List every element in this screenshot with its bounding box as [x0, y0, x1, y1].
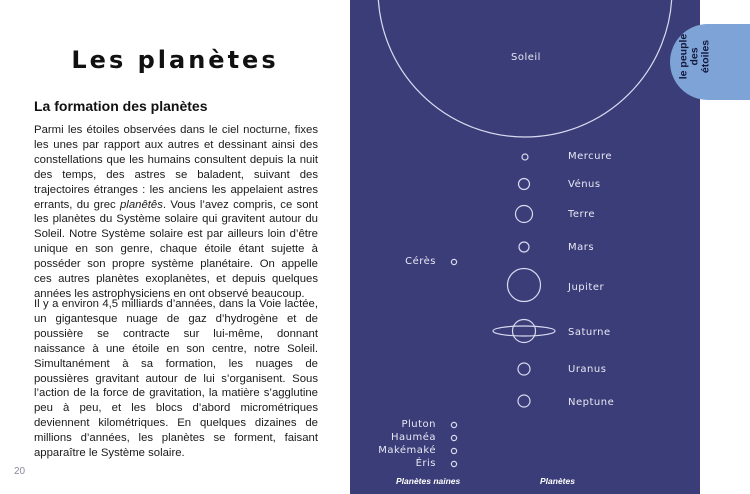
planet-label-neptune: Neptune: [568, 397, 615, 408]
mars-circle: [519, 242, 529, 252]
dwarf-label-makemake: Makémaké: [378, 445, 436, 456]
planet-label-uranus: Uranus: [568, 364, 607, 375]
uranus-circle: [518, 363, 530, 375]
pluton-circle: [451, 422, 456, 427]
section-subtitle: La formation des planètes: [34, 98, 208, 114]
planet-label-mercure: Mercure: [568, 151, 613, 162]
haumea-circle: [451, 435, 456, 440]
paragraph-1-part-1: Parmi les étoiles observées dans le ciel nocturne, fixes les unes par rapport aux autres et dessinant ainsi des constellations que les humains consultent depuis la nuit des temps, des astres se baladent, suivant des trajectoires étranges : les anciens les appelaient astres errants, du grec: [34, 124, 318, 211]
paragraph-2: Il y a environ 4,5 milliards d’années, dans la Voie lactée, un gigantesque nuage de gaz d’hydrogène et de poussière se contracte sur lui-même, donnant naissance à une étoile en son centre, notre Soleil. Simultanément à sa formation, les nuages de poussières gravitant autour de lui s’organisent. Sous l’action de la force de gravitation, la matière s’agglutine peu à peu, et les blocs d’abord micrométriques deviennent kilométriques. En quelques dizaines de millions d’années, les planètes se forment, faisant apparaître le Système solaire.: [34, 298, 318, 460]
chapter-tab-label: [679, 32, 712, 82]
footer-dwarf-planets: Planètes naines: [396, 476, 461, 486]
page-number: 20: [14, 466, 26, 477]
left-page: [0, 0, 350, 494]
dwarf-label-eris: Éris: [415, 458, 436, 469]
paragraph-1-emphasis: planêtês: [120, 198, 163, 211]
sun-circle: [378, 0, 672, 137]
planet-label-venus: Vénus: [568, 179, 601, 190]
mercure-circle: [522, 154, 528, 160]
eris-circle: [451, 461, 456, 466]
paragraph-1: [34, 123, 318, 302]
sun-label: Soleil: [511, 52, 541, 63]
page-title: Les planètes: [71, 46, 279, 74]
saturne-shape: [493, 320, 555, 343]
ceres-circle: [451, 259, 456, 264]
chapter-tab-line-1: le peuple: [677, 33, 690, 80]
planet-label-jupiter: Jupiter: [568, 282, 605, 293]
planet-label-saturne: Saturne: [568, 327, 611, 338]
dwarf-label-pluton: Pluton: [401, 419, 436, 430]
right-page: [350, 0, 712, 494]
planet-label-mars: Mars: [568, 242, 595, 253]
paragraph-1-part-2: . Vous l’avez compris, ce sont les planètes du Système solaire qui gravitent autour du Soleil. Notre Système solaire est par ailleurs loin d’être unique en son genre, chaque étoile étant sujette à posséder son propre système planétaire. On appelle ces autres planètes exoplanètes, et depuis quelques années les astrophysiciens en ont observé beaucoup.: [34, 198, 318, 300]
jupiter-circle: [508, 269, 541, 302]
terre-circle: [516, 206, 533, 223]
footer-planets: Planètes: [540, 476, 575, 486]
chapter-tab-line-2: des étoiles: [688, 39, 712, 74]
venus-circle: [519, 179, 530, 190]
dwarf-label-ceres: Cérès: [405, 256, 436, 267]
planet-label-terre: Terre: [568, 209, 596, 220]
makemake-circle: [451, 448, 456, 453]
neptune-circle: [518, 395, 530, 407]
dwarf-label-haumea: Hauméa: [390, 432, 436, 443]
